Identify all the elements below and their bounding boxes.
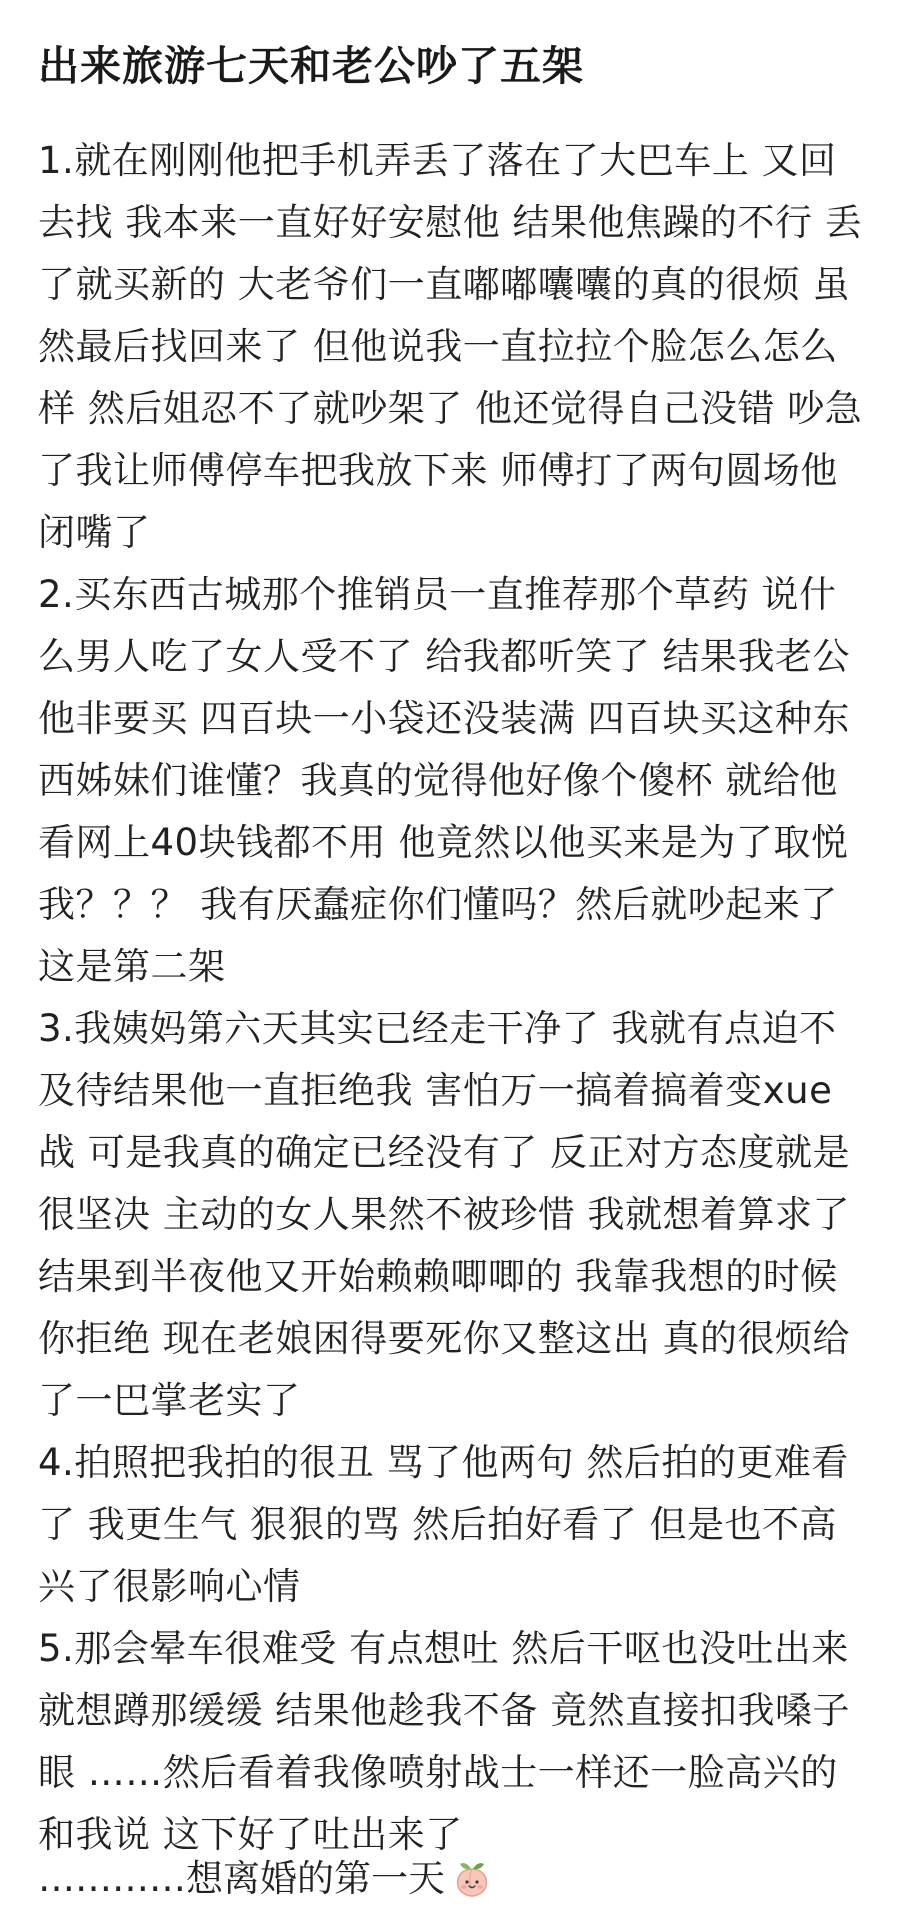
paragraph-2: 2.买东西古城那个推销员一直推荐那个草药 说什么男人吃了女人受不了 给我都听笑了 结果我老公他非要买 四百块一小袋还没装满 四百块买这种东西姊妹们谁懂？我真的觉得他好像个傻杯 就给他看网上40块钱都不用 他竟然以他买来是为了取悦我？？？ 我有厌蠢症你们懂吗？然后就吵起来了 这是第二架 (38, 573, 851, 988)
paragraph-3: 3.我姨妈第六天其实已经走干净了 我就有点迫不及待结果他一直拒绝我 害怕万一搞着搞着变xue战 可是我真的确定已经没有了 反正对方态度就是很坚决 主动的女人果然不被珍惜 我就想着算求了 结果到半夜他又开始赖赖唧唧的 我靠我想的时候你拒绝 现在老娘困得要死你又整这出 真的很烦给了一巴掌老实了 (38, 1007, 851, 1422)
paragraph-5: 5.那会晕车很难受 有点想吐 然后干呕也没吐出来 就想蹲那缓缓 结果他趁我不备 竟然直接扣我嗓子眼 ……然后看着我像喷射战士一样还一脸高兴的和我说 这下好了吐出来了 (38, 1627, 851, 1856)
paragraph-1: 1.就在刚刚他把手机弄丢了落在了大巴车上 又回去找 我本来一直好好安慰他 结果他焦躁的不行 丢了就买新的 大老爷们一直嘟嘟囔囔的真的很烦 虽然最后找回来了 但他说我一直拉拉个脸怎么怎么样 然后姐忍不了就吵架了 他还觉得自己没错 吵急了我让师傅停车把我放下来 师傅打了两句圆场他闭嘴了 (38, 139, 863, 554)
signoff-line (38, 1854, 493, 1904)
signoff-text: …………想离婚的第一天 (38, 1857, 445, 1900)
paragraph-4: 4.拍照把我拍的很丑 骂了他两句 然后拍的更难看了 我更生气 狠狠的骂 然后拍好看了 但是也不高兴了很影响心情 (38, 1441, 849, 1608)
peach-icon (451, 1858, 493, 1900)
post-title: 出来旅游七天和老公吵了五架 (38, 42, 584, 90)
